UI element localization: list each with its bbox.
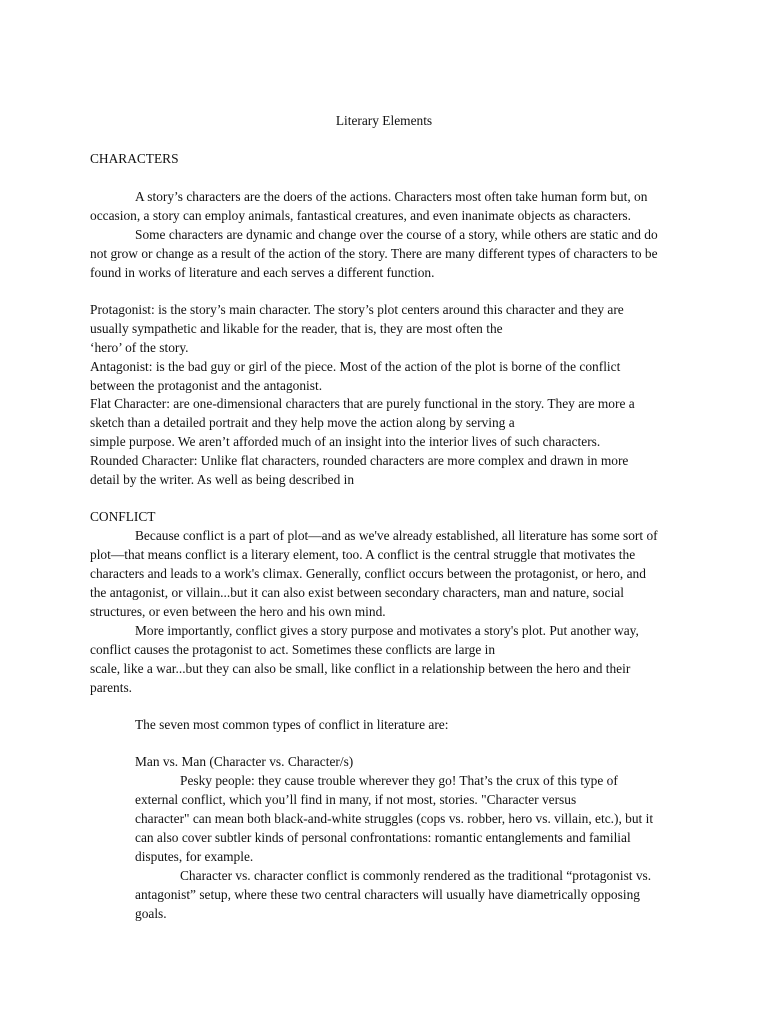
section-heading-conflict: CONFLICT [90,509,156,524]
paragraph-line: goals. [135,906,167,921]
paragraph-line: character" can mean both black-and-white struggles (cops vs. robber, hero vs. villain, etc.), but it [135,811,654,826]
paragraph-line: Because conflict is a part of plot—and as we've already established, all literature has some sort of [135,528,658,543]
paragraph-line: external conflict, which you’ll find in many, if not most, stories. "Character versus [135,792,577,807]
character-type-line: Flat Character: are one-dimensional characters that are purely functional in the story. They are more a [90,396,635,411]
paragraph-line: Some characters are dynamic and change over the course of a story, while others are static and do [135,227,658,242]
paragraph-line: can also cover subtler kinds of personal confrontations: romantic entanglements and familial [135,830,631,845]
paragraph-line: parents. [90,680,133,695]
paragraph-line: the antagonist, or villain...but it can also exist between secondary characters, man and nature, social [90,585,624,600]
paragraph-line: plot—that means conflict is a literary element, too. A conflict is the central struggle that motivates the [90,547,636,562]
paragraph-line: found in works of literature and each serves a different function. [90,265,435,280]
paragraph-line: conflict causes the protagonist to act. Sometimes these conflicts are large in [90,642,496,657]
character-type-line: ‘hero’ of the story. [90,340,189,355]
paragraph-line: disputes, for example. [135,849,254,864]
paragraph-line: structures, or even between the hero and his own mind. [90,604,386,619]
character-type-line: between the protagonist and the antagonist. [90,378,323,393]
conflict-types-intro: The seven most common types of conflict in literature are: [135,717,449,732]
conflict-type-heading: Man vs. Man (Character vs. Character/s) [135,754,354,769]
character-type-line: Protagonist: is the story’s main character. The story’s plot centers around this character and they are [90,302,624,317]
paragraph-line: More importantly, conflict gives a story purpose and motivates a story's plot. Put another way, [135,623,639,638]
character-type-line: detail by the writer. As well as being described in [90,472,355,487]
character-type-line: Antagonist: is the bad guy or girl of the piece. Most of the action of the plot is borne of the conflict [90,359,621,374]
character-type-line: sketch than a detailed portrait and they help move the action along by serving a [90,415,515,430]
character-type-line: simple purpose. We aren’t afforded much of an insight into the interior lives of such characters. [90,434,601,449]
paragraph-line: not grow or change as a result of the action of the story. There are many different types of characters to be [90,246,658,261]
paragraph-line: scale, like a war...but they can also be small, like conflict in a relationship between the hero and their [90,661,631,676]
paragraph-line: Pesky people: they cause trouble wherever they go! That’s the crux of this type of [180,773,618,788]
character-type-line: Rounded Character: Unlike flat characters, rounded characters are more complex and drawn in more [90,453,629,468]
paragraph-line: A story’s characters are the doers of the actions. Characters most often take human form but, on [135,189,648,204]
character-type-line: usually sympathetic and likable for the reader, that is, they are most often the [90,321,503,336]
section-heading-characters: CHARACTERS [90,151,179,166]
paragraph-line: occasion, a story can employ animals, fantastical creatures, and even inanimate objects as characters. [90,208,631,223]
page-title: Literary Elements [335,113,433,128]
paragraph-line: Character vs. character conflict is commonly rendered as the traditional “protagonist vs. [180,868,652,883]
paragraph-line: antagonist” setup, where these two central characters will usually have diametrically opposing [135,887,640,902]
paragraph-line: characters and leads to a work's climax. Generally, conflict occurs between the protagonist, or hero, and [90,566,646,581]
